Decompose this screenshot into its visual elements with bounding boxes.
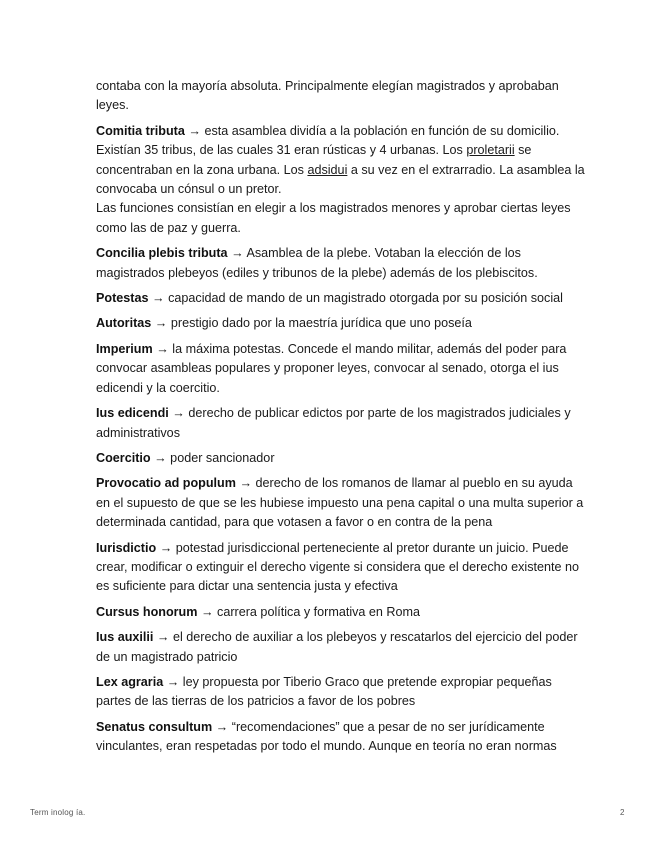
arrow: → [188,123,201,138]
entry-imperium [96,340,586,398]
arrow: → [159,540,173,555]
arrow: → [172,406,185,421]
entry-provocatio [96,474,586,532]
definition: derecho de publicar edictos por parte de los magistrados judiciales y administrativos [96,406,571,440]
term: Imperium [96,341,153,356]
term: Provocatio ad populum [96,476,236,491]
arrow: → [154,450,167,465]
underlined-term-adsidui: adsidui [307,162,348,177]
definition: “recomendaciones” que a pesar de no ser jurídicamente vinculantes, eran respetadas por todo el mundo. Aunque en teoría no eran normas [96,719,557,754]
entry-iurisdictio [96,539,586,597]
term: Cursus honorum [96,604,198,619]
definition: derecho de los romanos de llamar al pueblo en su ayuda en el supuesto de que se les hubiese impuesto una pena capital o una multa superior a determinada cantidad, para que votasen a favor o en contra de la pena [96,476,584,530]
definition: Las funciones consistían en elegir a los magistrados menores y aprobar ciertas leyes como las de paz y guerra. [96,201,571,235]
definition: Asamblea de la plebe. Votaban la elección de los magistrados plebeyos (ediles y tribunos de la plebe) además de los plebiscitos. [96,246,538,280]
entry-comitia-tributa [96,122,586,238]
term: Iurisdictio [96,540,157,555]
arrow: → [154,316,168,331]
arrow: → [231,246,244,261]
definition: el derecho de auxiliar a los plebeyos y rescatarlos del ejercicio del poder de un magistrado patricio [96,630,578,664]
term: Senatus consultum [96,719,213,734]
entry-autoritas [96,314,586,333]
definition: esta asamblea dividía a la población en función de su domicilio. Existían 35 tribus, de las cuales 31 eran rústicas y 4 urbanas. Los [96,123,560,158]
definition: poder sancionador [166,450,275,465]
entry-cursus-honorum [96,603,586,622]
definition: la máxima potestas. Concede el mando militar, además del poder para convocar asambleas populares y proponer leyes, convocar al senado, otorga el ius edicendi y la coercitio. [96,341,567,395]
entry-ius-auxilii [96,628,586,667]
arrow: → [200,604,214,619]
arrow: → [152,291,165,306]
entry-concilia-plebis [96,244,586,283]
arrow: → [215,719,229,734]
arrow: → [156,630,170,645]
term: Autoritas [96,316,152,331]
term: Ius edicendi [96,406,169,421]
term: Comitia tributa [96,123,185,138]
definition: capacidad de mando de un magistrado otorgada por su posición social [164,291,563,306]
definition: a su vez en el extrarradio. La asamblea la convocaba un cónsul o un pretor. [96,162,585,197]
entry-senatus-consultum [96,718,586,757]
arrow: → [239,476,253,491]
definition: carrera política y formativa en Roma [213,604,421,619]
footer-title: Term inolog ía. [30,808,86,817]
definition: prestigio dado por la maestría jurídica que uno poseía [167,316,472,331]
paragraph-text: contaba con la mayoría absoluta. Principalmente elegían magistrados y aprobaban leyes. [96,79,559,113]
document-body [96,77,586,763]
term: Concilia plebis tributa [96,246,228,261]
term: Lex agraria [96,674,164,689]
term: Ius auxilii [96,630,154,645]
definition: ley propuesta por Tiberio Graco que pretende expropiar pequeñas partes de las tierras de los patricios a favor de los pobres [96,674,552,709]
arrow: → [166,674,180,689]
term: Coercitio [96,450,151,465]
term: Potestas [96,291,149,306]
definition: se concentraban en la zona urbana. Los [96,143,532,177]
entry-potestas [96,289,586,308]
entry-lex-agraria [96,673,586,712]
arrow: → [156,341,169,356]
definition: potestad jurisdiccional perteneciente al pretor durante un juicio. Puede crear, modificar o extinguir el derecho vigente si considera que el derecho existente no es suficiente para dictar una sentencia justa y efectiva [96,540,580,594]
underlined-term-proletarii: proletarii [466,143,515,158]
entry-coercitio [96,449,586,468]
paragraph-continuation [96,77,586,116]
entry-ius-edicendi [96,404,586,443]
page-number: 2 [620,808,625,817]
